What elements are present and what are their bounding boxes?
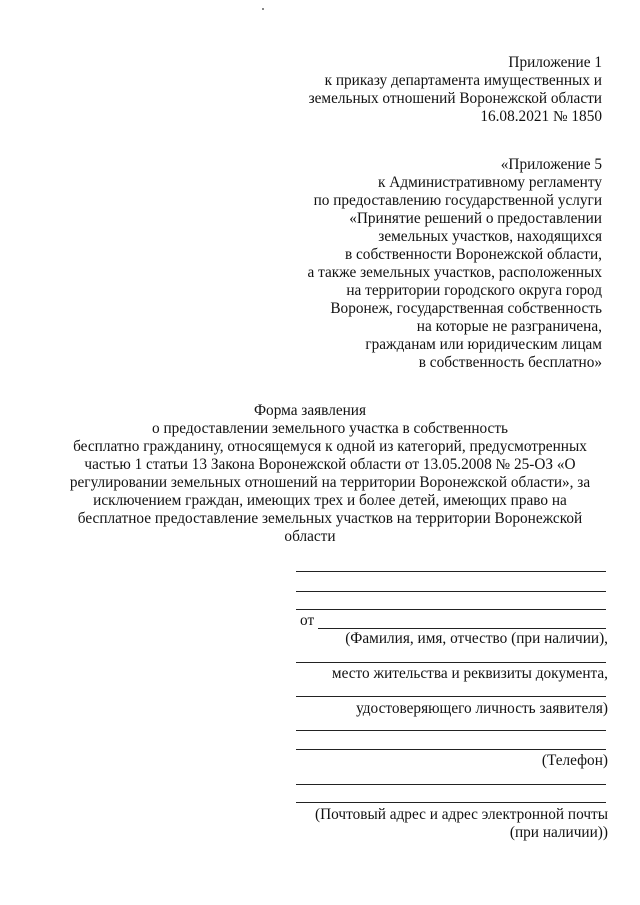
scan-speck	[262, 8, 264, 10]
form-title-line: бесплатно гражданину, относящемуся к одной из категорий, предусмотренных	[73, 438, 587, 455]
appendix-5-line: на территории городского округа город	[346, 282, 602, 299]
form-title-line: исключением граждан, имеющих трех и более детей, имеющих право на	[93, 492, 567, 509]
form-title-line: области	[284, 528, 336, 545]
appendix-5-line: земельных участков, находящихся	[378, 228, 602, 245]
identity-blank-line[interactable]	[296, 696, 606, 697]
phone-blank-line[interactable]	[296, 749, 606, 750]
address-caption: (Почтовый адрес и адрес электронной почты	[315, 806, 608, 823]
appendix-1-line: к приказу департамента имущественных и	[324, 72, 602, 89]
form-title-line: бесплатное предоставление земельных участков на территории Воронежской	[77, 510, 583, 527]
appendix-5-line: Воронеж, государственная собственность	[330, 300, 602, 317]
appendix-5-line: в собственность бесплатно»	[418, 354, 602, 371]
from-label: от	[300, 612, 315, 629]
appendix-5-line: «Принятие решений о предоставлении	[349, 210, 602, 227]
appendix-5-line: на которые не разграничена,	[416, 318, 602, 335]
address-blank-line-2[interactable]	[296, 802, 606, 803]
form-title-line: регулировании земельных отношений на территории Воронежской области», за	[69, 474, 591, 491]
addressee-blank-line-2[interactable]	[296, 591, 606, 592]
appendix-5-line: по предоставлению государственной услуги	[313, 192, 602, 209]
residence-blank-line[interactable]	[296, 662, 606, 663]
identity-caption: удостоверяющего личность заявителя)	[356, 700, 608, 717]
address-blank-line-1[interactable]	[296, 784, 606, 785]
appendix-5-line: к Административному регламенту	[378, 174, 602, 191]
from-blank-line[interactable]	[318, 628, 606, 629]
appendix-5-line: в собственности Воронежской области,	[344, 246, 602, 263]
form-title-line: о предоставлении земельного участка в собственность	[151, 420, 509, 437]
appendix-1-date-number: 16.08.2021 № 1850	[480, 108, 602, 125]
appendix-5-title: «Приложение 5	[500, 156, 602, 173]
form-title-line: частью 1 статьи 13 Закона Воронежской области от 13.05.2008 № 25-ОЗ «О	[84, 456, 576, 473]
appendix-1-title: Приложение 1	[508, 54, 602, 71]
appendix-5-line: гражданам или юридическим лицам	[365, 336, 602, 353]
extra-blank-line[interactable]	[296, 730, 606, 731]
form-title: Форма заявления	[253, 402, 367, 419]
addressee-blank-line-1[interactable]	[296, 571, 606, 572]
appendix-5-line: а также земельных участков, расположенных	[307, 264, 602, 281]
phone-caption: (Телефон)	[541, 752, 608, 769]
addressee-blank-line-3[interactable]	[296, 609, 606, 610]
fio-caption: (Фамилия, имя, отчество (при наличии),	[345, 630, 608, 647]
residence-caption: место жительства и реквизиты документа,	[331, 665, 608, 682]
appendix-1-line: земельных отношений Воронежской области	[308, 90, 602, 107]
address-caption-continued: (при наличии))	[509, 824, 608, 841]
